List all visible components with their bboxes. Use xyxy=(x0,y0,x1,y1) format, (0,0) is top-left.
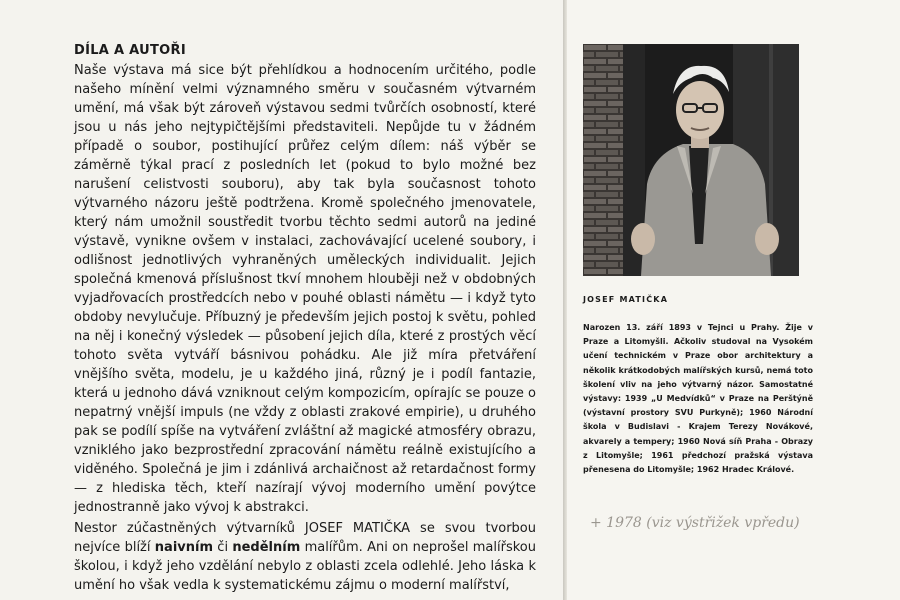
paragraph-2-end: malířům. Ani on neprošel malířskou školou, i když jeho vzdělání nebylo z oblasti zcela odlehlé. Jeho láska k umění ho však vedla k systematickému zájmu o moderní malířství, xyxy=(74,540,536,593)
caption-artist-name: JOSEF MATIČKA xyxy=(583,295,669,304)
paragraph-1: Naše výstava má sice být přehlídkou a hodnocením určitého, podle našeho mínění velmi významného směru v současném výtvarném umění, má však být zároveň výstavou sedmi tvůrčích osobností, které jsou u nás jeho nejtypičtějšími představiteli. Nepůjde tu v žádném případě o soubor, postihující průřez celým dílem: náš výběr se záměrně týkal prací z posledních let (pokud to bylo možné bez narušení celistvosti souboru), aby tak byla současnost tohoto výtvarného názoru ještě podtržena. Kromě společného jmenovatele, který nám umožnil soustředit tvorbu těchto sedmi autorů na jediné výstavě, vynikne ovšem v instalaci, zachovávající ucelené soubory, i odlišnost jednotlivých vyhraněných uměleckých individualit. Jejich společná kmenová příslušnost tkví mnohem hlouběji než v obdobných vyjadřovacích prostředcích nebo v pouhé oblasti námětu — i když tyto obdoby nevylučuje. Příbuzný je především jejich postoj k světu, pohled na něj i konečný výsledek — působení jejich díla, které z prostých věcí tohoto světa vytváří básnivou pohádku. Ale již míra přetváření vnějšího světa, modelu, je u každého jiná, různý je i podíl fantazie, která u jednoho dává vzniknout celým kompozicím, opírajíc se pouze o nepatrný vnější impuls (ne vždy z oblasti zrakové empirie), u druhého pak se podílí spíše na vytváření zvláštní až magické atmosféry obrazu, vzniklého jako bezprostřední zpracování námětu reálně existujícího a viděného. Společná je jim i zdánlivá archaičnost až retardačnost formy — z hlediska těch, kteří nazírají vývoj moderního umění povýtce jednostranně jako vývoj k abstrakci. xyxy=(74,63,536,515)
article-body xyxy=(74,61,536,595)
paragraph-2-connector: či xyxy=(213,540,233,555)
emphasis-sunday: nedělním xyxy=(232,540,301,555)
paragraph-2 xyxy=(74,519,536,595)
emphasis-naive: naivním xyxy=(154,540,214,555)
handwritten-annotation xyxy=(588,503,848,543)
portrait-illustration xyxy=(583,44,799,276)
portrait-photo xyxy=(583,44,799,276)
caption-biography: Narozen 13. září 1893 v Tejnci u Prahy. Žije v Praze a Litomyšli. Ačkoliv studoval na Vysokém učení technickém v Praze obor architektury a několik krátkodobých malířských kursů, nemá toto školení vliv na jeho výtvarný názor. Samostatné výstavy: 1939 „U Medvídků“ v Praze na Perštýně (výstavní prostory SVU Purkyně); 1960 Národní škola v Budislavi - Krajem Terezy Novákové, akvarely a tempery; 1960 Nová síň Praha - Obrazy z Litomyšle; 1961 předchozí pražská výstava přenesena do Litomyšle; 1962 Hradec Králové. xyxy=(583,323,813,475)
section-heading: DÍLA A AUTOŘI xyxy=(74,43,186,58)
paragraph-2-start: Nestor zúčastněných výtvarníků JOSEF MATIČKA se svou tvorbou nejvíce blíží xyxy=(74,521,536,555)
handwritten-text: + 1978 (viz výstřižek vpředu) xyxy=(590,515,800,531)
handwritten-note xyxy=(588,503,848,543)
